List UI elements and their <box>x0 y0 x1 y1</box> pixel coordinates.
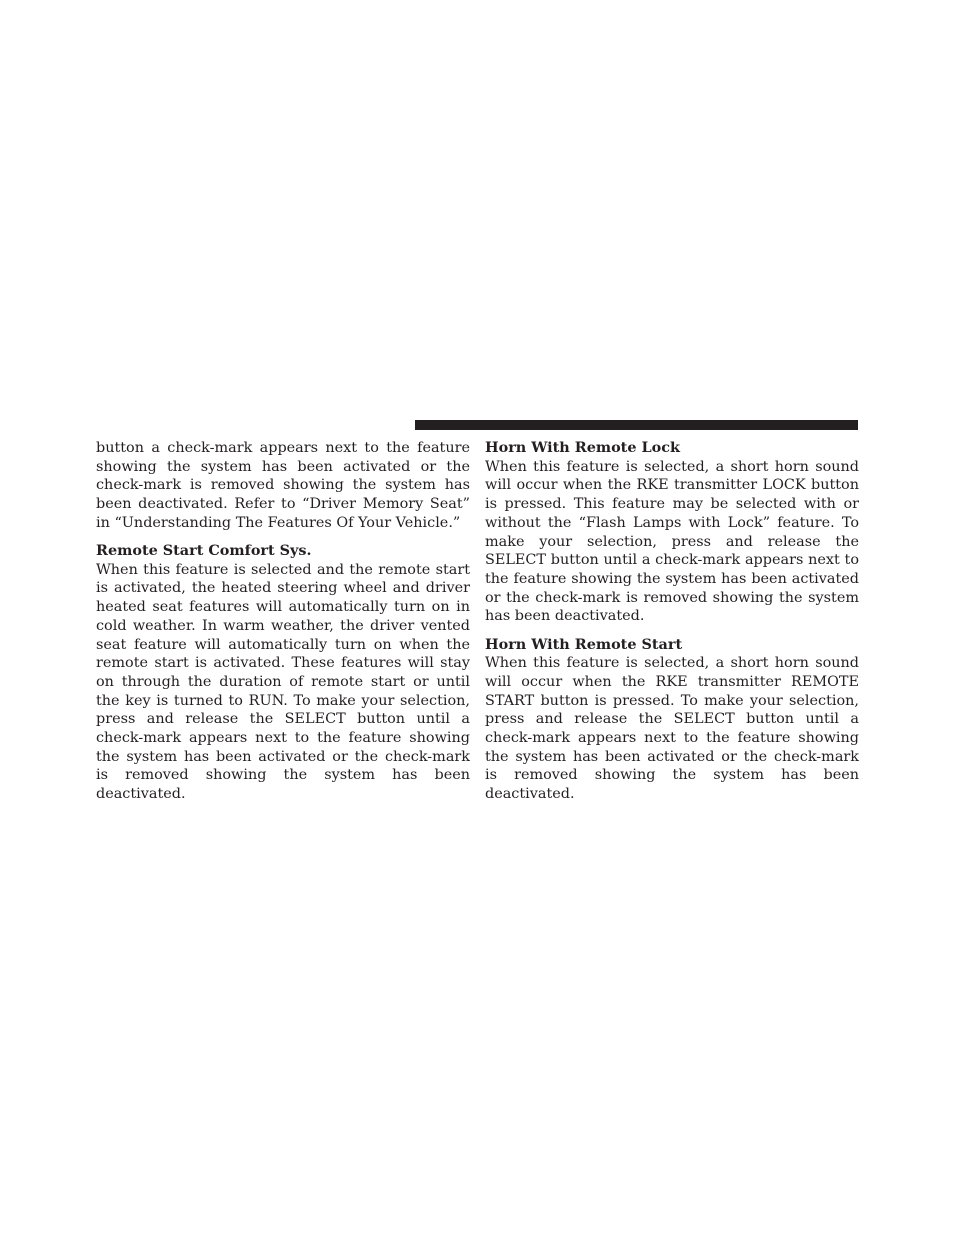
remote-start-comfort-heading: Remote Start Comfort Sys. <box>96 542 312 560</box>
left-column <box>96 439 470 813</box>
horn-remote-start-body: When this feature is selected, a short horn sound will occur when the RKE transmitter REMOTE START button is pressed. To make your selection, press and release the SELECT button until a check-mark appears next to the feature showing the system has been activated or the check-mark is removed showing the system has been deactivated. <box>485 655 859 803</box>
right-column <box>485 439 859 813</box>
horn-remote-lock-body: When this feature is selected, a short horn sound will occur when the RKE transmitter LOCK button is pressed. This feature may be selected with or without the “Flash Lamps with Lock” feature. To make your selection, press and release the SELECT button until a check-mark appears next to the feature showing the system has been activated or the check-mark is removed showing the system has been deactivated. <box>485 458 859 625</box>
horn-remote-lock-heading: Horn With Remote Lock <box>485 439 680 456</box>
intro-paragraph: button a check-mark appears next to the feature showing the system has been activated or the check-mark is removed showing the system has been deactivated. Refer to “Driver Memory Seat” in “Understanding The Features Of Your Vehicle.” <box>96 440 470 531</box>
remote-start-comfort-body: When this feature is selected and the remote start is activated, the heated steering wheel and driver heated seat features will automatically turn on in cold weather. In warm weather, the driver vented seat feature will automatically turn on when the remote start is activated. These features will stay on through the duration of remote start or until the key is turned to RUN. To make your selection, press and release the SELECT button until a check-mark appears next to the feature showing the system has been activated or the check-mark is removed showing the system has been deactivated. <box>96 561 470 803</box>
header-rule <box>415 420 858 430</box>
horn-remote-start-heading: Horn With Remote Start <box>485 635 683 653</box>
